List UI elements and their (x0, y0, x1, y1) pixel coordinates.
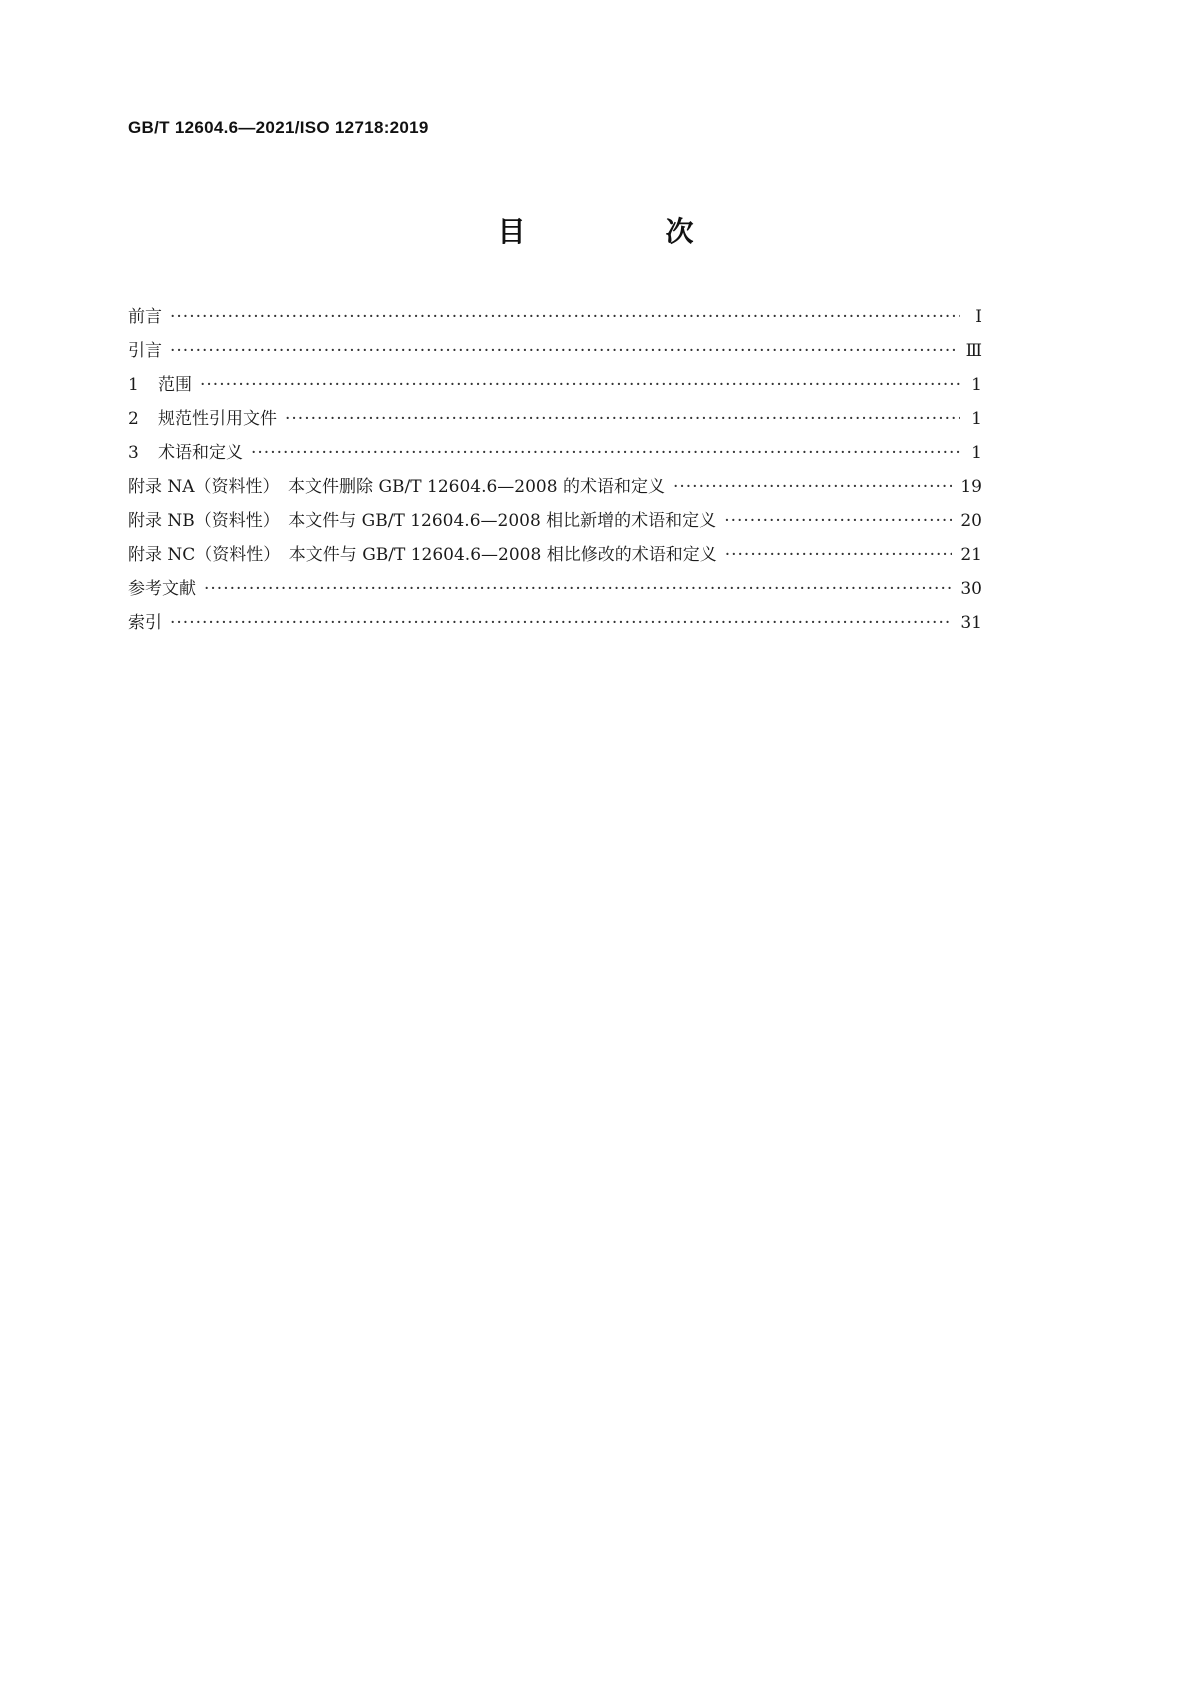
toc-entry-index[interactable] (128, 606, 982, 640)
toc-entry-label: 前言 (128, 307, 162, 327)
toc-entry-annex-na[interactable] (128, 470, 982, 504)
toc-entry-number: 1 (128, 375, 139, 395)
toc-entry-page: 1 (971, 443, 982, 463)
toc-entry-number: 2 (128, 409, 139, 429)
document-header (128, 118, 429, 138)
dot-leader (200, 368, 960, 402)
toc-entry-label: 3 术语和定义 (128, 436, 251, 470)
toc-entry-label: 附录 NA（资料性） 本文件删除 GB/T 12604.6—2008 的术语和定义 (128, 477, 665, 497)
dot-leader (251, 436, 960, 470)
toc-entry-label: 索引 (128, 613, 162, 633)
toc-entry-page: 19 (960, 477, 982, 497)
table-of-contents (128, 300, 982, 640)
toc-entry-page: 1 (971, 409, 982, 429)
toc-entry-page: 21 (960, 545, 982, 565)
toc-entry-number: 3 (128, 443, 139, 463)
toc-entry-label: 参考文献 (128, 579, 196, 599)
toc-entry-page: Ⅲ (965, 341, 982, 361)
dot-leader (170, 334, 958, 368)
toc-entry-label: 附录 NC（资料性） 本文件与 GB/T 12604.6—2008 相比修改的术语和定义 (128, 545, 717, 565)
toc-entry-label: 引言 (128, 341, 162, 361)
dot-leader (170, 606, 952, 640)
dot-leader (725, 538, 953, 572)
toc-entry-annex-nc[interactable] (128, 538, 982, 572)
toc-entry-terms-definitions[interactable] (128, 436, 982, 470)
dot-leader (170, 300, 960, 334)
toc-entry-label: 1 范围 (128, 368, 200, 402)
toc-entry-label: 2 规范性引用文件 (128, 402, 285, 436)
toc-entry-page: 30 (960, 579, 982, 599)
dot-leader (673, 470, 952, 504)
toc-entry-bibliography[interactable] (128, 572, 982, 606)
standard-code: GB/T 12604.6—2021/ISO 12718:2019 (128, 118, 429, 137)
toc-entry-page: 1 (971, 375, 982, 395)
toc-entry-scope[interactable] (128, 368, 982, 402)
dot-leader (204, 572, 952, 606)
toc-entry-normative-references[interactable] (128, 402, 982, 436)
toc-entry-page: 20 (960, 511, 982, 531)
toc-entry-foreword[interactable] (128, 300, 982, 334)
page-title: 目 次 (497, 215, 750, 248)
toc-entry-introduction[interactable] (128, 334, 982, 368)
toc-entry-label: 附录 NB（资料性） 本文件与 GB/T 12604.6—2008 相比新增的术语和定义 (128, 511, 717, 531)
dot-leader (285, 402, 960, 436)
dot-leader (724, 504, 952, 538)
toc-entry-annex-nb[interactable] (128, 504, 982, 538)
toc-entry-page: Ⅰ (975, 307, 982, 327)
toc-entry-page: 31 (960, 613, 982, 633)
